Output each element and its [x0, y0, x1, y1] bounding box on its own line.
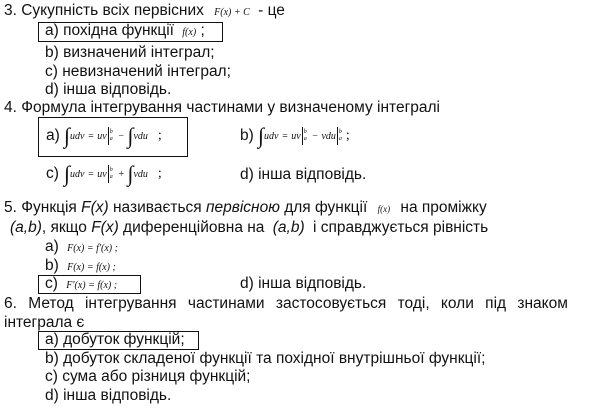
q3-stem — [4, 2, 285, 22]
q5-ab: (a,b) — [10, 219, 42, 236]
integral-icon: ∫ — [64, 123, 71, 148]
q4-option-b-formula — [258, 121, 350, 151]
q3-formula: F(x) + C — [214, 7, 250, 18]
q3-option-d[interactable]: d) інша відповідь. — [45, 81, 172, 98]
q4-option-b-label[interactable]: b) — [240, 127, 254, 144]
formula-vdu: vdu — [133, 130, 148, 142]
formula-uv: uv — [97, 130, 107, 142]
q3-stem-suffix: - це — [258, 2, 285, 19]
q5-option-d[interactable]: d) інша відповідь. — [240, 275, 367, 292]
q4-option-a-formula — [64, 121, 162, 151]
formula-eq: = — [281, 130, 289, 142]
q3-option-a-label: a) похідна функції — [45, 22, 174, 39]
q5-option-a[interactable] — [45, 238, 118, 258]
q4-option-a-label[interactable]: a) — [46, 127, 60, 144]
formula-end: ; — [157, 128, 162, 143]
q5-option-a-formula: F(x) = f′(x) ; — [67, 243, 118, 254]
formula-uv: uv — [97, 168, 107, 180]
q5-interval: на проміжку — [400, 199, 487, 216]
q6-option-d[interactable]: d) інша відповідь. — [45, 387, 172, 404]
eval-limits: b a — [303, 129, 307, 142]
q5-option-a-label: a) — [45, 238, 59, 255]
eval-bar — [302, 127, 303, 145]
eval-bar — [108, 127, 109, 145]
formula-eq: = — [87, 130, 95, 142]
q5-fx: F(x) — [81, 199, 109, 216]
q3-option-c[interactable]: c) невизначений інтеграл; — [45, 63, 231, 80]
q3-option-a-end: ; — [200, 22, 205, 39]
q5-equality: і справджується рівність — [312, 219, 489, 236]
formula-udv: udv — [264, 130, 279, 142]
q4-stem: 4. Формула інтегрування частинами у визначеному інтегралі — [4, 99, 440, 116]
q5-diff: диференційовна на — [123, 219, 265, 236]
q5-if: , якщо — [41, 219, 87, 236]
formula-udv: udv — [70, 130, 85, 142]
q5-option-c-formula: F′(x) = f(x) ; — [66, 280, 118, 291]
eval-limits: b a — [109, 167, 113, 180]
formula-uv: uv — [291, 130, 301, 142]
q3-option-a[interactable] — [45, 22, 205, 42]
eval-bar — [337, 127, 338, 145]
q3-option-a-formula: f(x) — [182, 27, 197, 38]
q6-stem-line2: інтеграла є — [4, 314, 85, 331]
q4-option-c-label[interactable]: c) — [46, 165, 59, 182]
formula-end: ; — [157, 166, 162, 181]
eval-limits: b a — [338, 129, 342, 142]
q5-mid: називається — [113, 199, 202, 216]
q6-option-a[interactable]: a) добуток функцій; — [45, 331, 185, 348]
formula-minus: − — [311, 130, 319, 142]
q6-option-b[interactable]: b) добуток складеної функції та похідної внутрішньої функції; — [45, 350, 486, 367]
formula-vdu: vdu — [133, 168, 148, 180]
q6-stem-line1: 6. Метод інтегрування частинами застосовується тоді, коли під знаком — [4, 295, 568, 312]
q6-option-c[interactable]: c) сума або різниця функцій; — [45, 368, 251, 385]
integral-icon: ∫ — [127, 161, 134, 186]
formula-vdu: vdu — [321, 130, 336, 142]
formula-plus: + — [117, 168, 125, 180]
q5-option-b-label: b) — [45, 257, 59, 274]
q4-option-c-formula — [64, 159, 162, 189]
q5-option-c[interactable] — [45, 275, 117, 295]
q5-small-fx: f(x) — [377, 204, 391, 214]
q5-fx2: F(x) — [91, 219, 119, 236]
q5-stem-line1 — [4, 199, 487, 218]
formula-minus: − — [117, 130, 125, 142]
integral-icon: ∫ — [258, 123, 265, 148]
eval-bar — [108, 165, 109, 183]
q5-stem-line2 — [10, 219, 488, 237]
q5-for: для функції — [284, 199, 368, 216]
formula-eq: = — [87, 168, 95, 180]
q5-prefix: 5. Функція — [4, 199, 77, 216]
q4-option-d[interactable]: d) інша відповідь. — [240, 166, 367, 183]
q5-option-b-formula: F(x) = f(x) ; — [67, 262, 116, 273]
q3-stem-prefix: 3. Сукупність всіх первісних — [4, 2, 204, 19]
q5-ab2: (a,b) — [272, 219, 305, 236]
eval-limits: b a — [109, 129, 113, 142]
q5-term-pervisna: первісною — [206, 199, 280, 216]
integral-icon: ∫ — [127, 123, 134, 148]
formula-end: ; — [345, 128, 350, 143]
q5-option-b[interactable] — [45, 257, 116, 277]
integral-icon: ∫ — [64, 161, 71, 186]
formula-udv: udv — [70, 168, 85, 180]
q5-option-c-label: c) — [45, 275, 58, 292]
q3-option-b[interactable]: b) визначений інтеграл; — [45, 44, 215, 61]
